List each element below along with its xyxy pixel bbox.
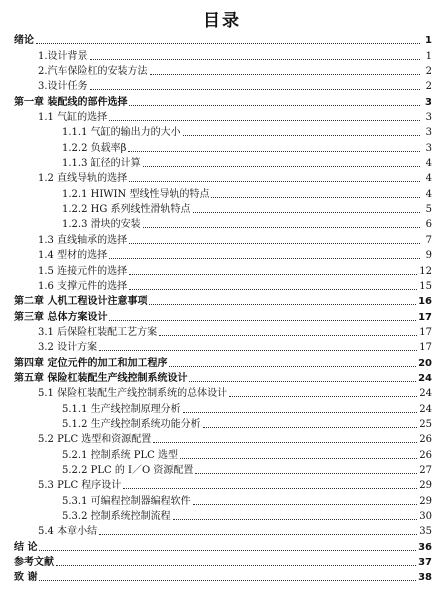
toc-entry[interactable] bbox=[0, 400, 444, 415]
toc-page-number: 4 bbox=[425, 188, 432, 200]
toc-entry-text: 致 谢 bbox=[14, 572, 38, 584]
dot-leader bbox=[39, 579, 416, 581]
dot-leader bbox=[129, 242, 420, 244]
dot-leader bbox=[169, 365, 416, 367]
toc-entry-text: 1.6 支撑元件的选择 bbox=[38, 280, 128, 292]
toc-entry-text: 1.3 直线轴承的选择 bbox=[38, 234, 128, 246]
dot-leader bbox=[183, 411, 418, 413]
dot-leader bbox=[109, 257, 420, 259]
toc-entry[interactable] bbox=[0, 170, 444, 185]
toc-entry-text: 5.2.2 PLC 的 I／O 资源配置 bbox=[62, 464, 194, 476]
toc-page-number: 30 bbox=[419, 511, 432, 522]
toc-entry[interactable] bbox=[0, 354, 444, 369]
toc-entry[interactable] bbox=[0, 324, 444, 339]
toc-entry-text: 5.3 PLC 程序设计 bbox=[38, 480, 122, 492]
toc-entry[interactable] bbox=[0, 32, 444, 47]
toc-page-number: 20 bbox=[418, 357, 432, 369]
dot-leader bbox=[129, 273, 417, 275]
toc-page-number: 37 bbox=[418, 557, 432, 569]
toc-entry[interactable] bbox=[0, 231, 444, 246]
toc-page-number: 9 bbox=[425, 250, 432, 262]
toc-page-number: 26 bbox=[419, 449, 432, 461]
toc-page-number: 17 bbox=[418, 311, 432, 323]
toc-page-number: 17 bbox=[419, 326, 432, 338]
toc-entry[interactable] bbox=[0, 492, 444, 507]
toc-entry[interactable] bbox=[0, 47, 444, 62]
toc-entry[interactable] bbox=[0, 247, 444, 262]
dot-leader bbox=[36, 42, 420, 44]
toc-entry-text: 参考文献 bbox=[14, 557, 54, 569]
dot-leader bbox=[129, 104, 420, 106]
toc-entry[interactable] bbox=[0, 63, 444, 78]
toc-entry-text: 第五章 保险杠装配生产线控制系统设计 bbox=[14, 372, 188, 384]
toc-entry[interactable] bbox=[0, 416, 444, 431]
toc-entry-text: 1.2.2 负载率β bbox=[62, 142, 127, 154]
toc-page-number: 4 bbox=[425, 173, 432, 185]
toc-page-number: 17 bbox=[419, 342, 432, 354]
toc-entry[interactable] bbox=[0, 78, 444, 93]
toc-entry[interactable] bbox=[0, 124, 444, 139]
toc-page-number: 7 bbox=[425, 234, 432, 246]
toc-entry-text: 1.1.3 缸径的计算 bbox=[62, 158, 141, 170]
dot-leader bbox=[123, 487, 417, 489]
toc-entry[interactable] bbox=[0, 278, 444, 293]
toc-page-number: 1 bbox=[425, 35, 432, 47]
toc-page-number: 3 bbox=[425, 142, 432, 154]
dot-leader bbox=[211, 196, 420, 198]
toc-entry-text: 5.2 PLC 选型和资源配置 bbox=[38, 434, 152, 446]
toc-entry[interactable] bbox=[0, 508, 444, 523]
toc-entry-text: 3.2 设计方案 bbox=[38, 342, 98, 354]
dot-leader bbox=[109, 319, 416, 321]
dot-leader bbox=[99, 349, 417, 351]
toc-page-number: 2 bbox=[425, 66, 432, 78]
toc-entry[interactable] bbox=[0, 569, 444, 584]
dot-leader bbox=[56, 564, 416, 566]
toc-page-number: 29 bbox=[419, 480, 432, 492]
dot-leader bbox=[193, 211, 420, 213]
toc-entry[interactable] bbox=[0, 155, 444, 170]
toc-entry[interactable] bbox=[0, 93, 444, 108]
toc-entry-text: 1.4 型材的选择 bbox=[38, 250, 108, 262]
toc-page-number: 25 bbox=[419, 418, 432, 430]
toc-entry-text: 1.2 直线导轨的选择 bbox=[38, 173, 128, 185]
toc-entry[interactable] bbox=[0, 538, 444, 553]
toc-entry-text: 3.设计任务 bbox=[38, 81, 88, 93]
toc-list bbox=[0, 32, 444, 584]
toc-entry-text: 1.设计背景 bbox=[38, 50, 88, 62]
toc-entry[interactable] bbox=[0, 293, 444, 308]
toc-title: 目录 bbox=[203, 11, 241, 31]
toc-page-number: 6 bbox=[425, 219, 432, 231]
toc-entry-text: 1.2.1 HIWIN 型线性导轨的特点 bbox=[62, 188, 210, 200]
dot-leader bbox=[90, 88, 420, 90]
dot-leader bbox=[159, 334, 417, 336]
dot-leader bbox=[180, 457, 417, 459]
toc-page-number: 3 bbox=[425, 127, 432, 139]
toc-entry-text: 5.1 保险杠装配生产线控制系统的总体设计 bbox=[38, 388, 228, 400]
dot-leader bbox=[203, 426, 418, 428]
dot-leader bbox=[150, 73, 420, 75]
dot-leader bbox=[143, 165, 420, 167]
toc-entry-text: 绪论 bbox=[14, 35, 34, 47]
toc-entry-text: 2.汽车保险杠的安装方法 bbox=[38, 66, 148, 78]
toc-entry-text: 5.3.1 可编程控制器编程软件 bbox=[62, 495, 191, 507]
toc-entry[interactable] bbox=[0, 109, 444, 124]
toc-page-number: 16 bbox=[418, 296, 432, 308]
toc-entry-text: 5.1.2 生产线控制系统功能分析 bbox=[62, 418, 201, 430]
dot-leader bbox=[143, 226, 420, 228]
dot-leader bbox=[149, 303, 416, 305]
toc-entry[interactable] bbox=[0, 308, 444, 323]
dot-leader bbox=[99, 533, 417, 535]
toc-entry[interactable] bbox=[0, 554, 444, 569]
toc-entry[interactable] bbox=[0, 262, 444, 277]
toc-page-number: 29 bbox=[419, 495, 432, 507]
toc-entry-text: 5.2.1 控制系统 PLC 选型 bbox=[62, 449, 179, 461]
toc-page-number: 2 bbox=[425, 81, 432, 93]
toc-page-number: 38 bbox=[418, 572, 432, 584]
toc-page-number: 5 bbox=[425, 204, 432, 216]
toc-entry[interactable] bbox=[0, 139, 444, 154]
toc-page-number: 35 bbox=[419, 526, 432, 538]
dot-leader bbox=[193, 503, 418, 505]
dot-leader bbox=[229, 395, 417, 397]
toc-entry-text: 第二章 人机工程设计注意事项 bbox=[14, 296, 148, 308]
dot-leader bbox=[195, 472, 417, 474]
toc-entry[interactable] bbox=[0, 201, 444, 216]
toc-page-number: 26 bbox=[419, 434, 432, 446]
toc-page-number: 24 bbox=[419, 388, 432, 400]
dot-leader bbox=[109, 119, 420, 121]
toc-entry-text: 5.1.1 生产线控制原理分析 bbox=[62, 403, 181, 415]
dot-leader bbox=[173, 518, 418, 520]
toc-entry-text: 5.3.2 控制系统控制流程 bbox=[62, 511, 171, 522]
dot-leader bbox=[129, 288, 417, 290]
toc-page-number: 36 bbox=[418, 541, 432, 553]
toc-entry-text: 1.1.1 气缸的输出力的大小 bbox=[62, 127, 181, 139]
toc-entry[interactable] bbox=[0, 462, 444, 477]
dot-leader bbox=[90, 58, 420, 60]
toc-page-number: 12 bbox=[419, 265, 432, 277]
toc-page-number: 24 bbox=[418, 372, 432, 384]
toc-page-number: 15 bbox=[419, 280, 432, 292]
dot-leader bbox=[128, 150, 420, 152]
toc-entry-text: 1.5 连接元件的选择 bbox=[38, 265, 128, 277]
dot-leader bbox=[153, 441, 417, 443]
toc-page-number: 4 bbox=[425, 158, 432, 170]
toc-page-number: 3 bbox=[425, 96, 432, 108]
toc-entry[interactable] bbox=[0, 385, 444, 400]
toc-entry-text: 1.1 气缸的选择 bbox=[38, 112, 108, 124]
toc-entry[interactable] bbox=[0, 477, 444, 492]
toc-entry-text: 1.2.2 HG 系列线性滑轨特点 bbox=[62, 204, 191, 216]
toc-page-number: 3 bbox=[425, 112, 432, 124]
dot-leader bbox=[129, 180, 420, 182]
toc-entry-text: 第三章 总体方案设计 bbox=[14, 311, 108, 323]
dot-leader bbox=[189, 380, 416, 382]
toc-entry[interactable] bbox=[0, 446, 444, 461]
toc-entry[interactable] bbox=[0, 431, 444, 446]
toc-entry-text: 1.2.3 滑块的安装 bbox=[62, 219, 141, 231]
toc-page-number: 24 bbox=[419, 403, 432, 415]
toc-entry-text: 结 论 bbox=[14, 541, 38, 553]
toc-entry-text: 第一章 装配线的部件选择 bbox=[14, 96, 128, 108]
toc-page-number: 1 bbox=[425, 50, 432, 62]
toc-entry-text: 5.4 本章小结 bbox=[38, 526, 98, 538]
toc-entry[interactable] bbox=[0, 523, 444, 538]
toc-page-number: 27 bbox=[419, 464, 432, 476]
dot-leader bbox=[39, 549, 416, 551]
toc-entry-text: 3.1 后保险杠装配工艺方案 bbox=[38, 326, 158, 338]
toc-entry[interactable] bbox=[0, 370, 444, 385]
dot-leader bbox=[183, 134, 420, 136]
toc-entry[interactable] bbox=[0, 185, 444, 200]
toc-entry[interactable] bbox=[0, 339, 444, 354]
toc-entry-text: 第四章 定位元件的加工和加工程序 bbox=[14, 357, 168, 369]
toc-entry[interactable] bbox=[0, 216, 444, 231]
